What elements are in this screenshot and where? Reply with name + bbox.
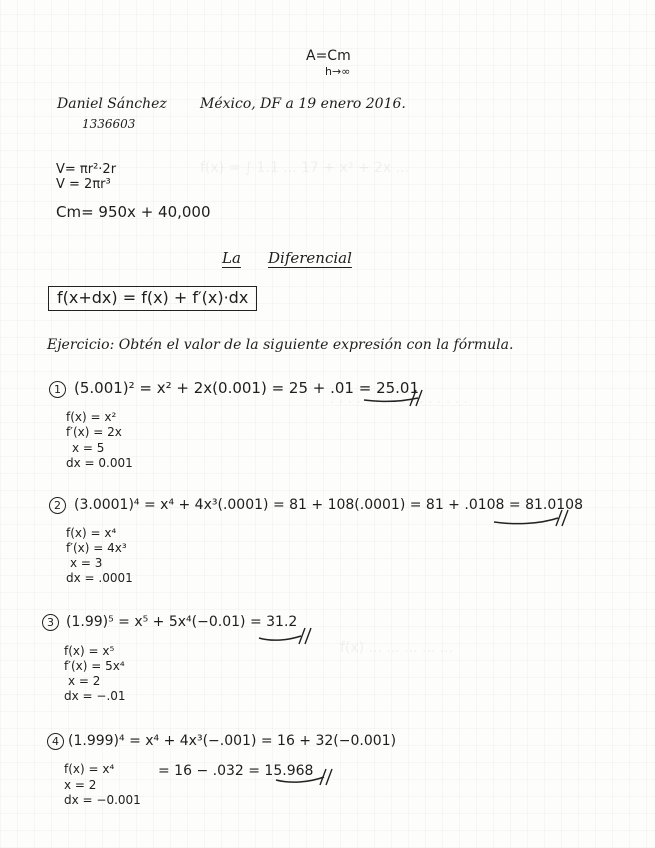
volume-formula-1: V= πr²·2r	[56, 162, 117, 177]
exercise-1-note: f(x) = x²	[66, 410, 117, 424]
exercise-2-result-underline	[490, 502, 580, 532]
exercise-4-note: dx = −0.001	[64, 793, 141, 807]
exercise-2-number: 2	[49, 497, 66, 514]
exercise-1-number: 1	[49, 381, 66, 398]
exercise-4-equation: (1.999)⁴ = x⁴ + 4x³(−.001) = 16 + 32(−0.001)	[68, 733, 397, 749]
exercise-3-result-underline	[255, 624, 325, 650]
cost-formula: Cm= 950x + 40,000	[56, 203, 211, 221]
author-name: Daniel Sánchez	[57, 96, 167, 112]
place-date: México, DF a 19 enero 2016.	[200, 96, 406, 112]
exercise-4-note: x = 2	[64, 778, 97, 792]
bleed-through-text: f(x) ... ... ... ... ...	[340, 640, 454, 656]
exercise-3-note: dx = −.01	[64, 689, 126, 703]
exercise-4-note: f(x) = x⁴	[64, 762, 115, 776]
exercise-4-number: 4	[47, 733, 64, 750]
volume-formula-2: V = 2πr³	[56, 177, 111, 192]
student-id: 1336603	[82, 117, 136, 131]
bleed-through-text: · · · · · · · · · · · · · · · ·	[330, 395, 468, 411]
exercise-3-equation: (1.99)⁵ = x⁵ + 5x⁴(−0.01) = 31.2	[66, 614, 298, 630]
exercise-2-note: f(x) = x⁴	[66, 526, 117, 540]
exercise-3-note: f′(x) = 5x⁴	[64, 659, 125, 673]
section-word-1: La	[222, 249, 241, 267]
exercise-1-result-underline	[360, 384, 430, 410]
exercise-4-result-underline	[272, 766, 342, 792]
title-line-2: h→∞	[325, 65, 351, 78]
bleed-through-text: f(x) = ∫ 1.1 ... 17 + x³ + 2x ...	[200, 160, 409, 176]
differential-formula-box: f(x+dx) = f(x) + f′(x)·dx	[48, 286, 257, 311]
exercise-2-note: f′(x) = 4x³	[66, 541, 127, 555]
exercise-2-equation: (3.0001)⁴ = x⁴ + 4x³(.0001) = 81 + 108(.0001) = 81 + .0108 = 81.0108	[74, 497, 583, 513]
exercise-3-note: x = 2	[68, 674, 101, 688]
exercise-1-note: f′(x) = 2x	[66, 425, 122, 439]
title-line-1: A=Cm	[306, 48, 351, 64]
exercise-4-equation-line-2: = 16 − .032 = 15.968	[158, 763, 314, 779]
exercise-instruction: Ejercicio: Obtén el valor de la siguiente expresión con la fórmula.	[47, 337, 514, 353]
exercise-2-note: dx = .0001	[66, 571, 133, 585]
exercise-2-note: x = 3	[70, 556, 103, 570]
exercise-3-number: 3	[42, 614, 59, 631]
exercise-1-equation: (5.001)² = x² + 2x(0.001) = 25 + .01 = 25.01	[74, 379, 420, 397]
section-word-2: Diferencial	[268, 249, 352, 267]
exercise-1-note: x = 5	[72, 441, 105, 455]
exercise-1-note: dx = 0.001	[66, 456, 133, 470]
exercise-3-note: f(x) = x⁵	[64, 644, 115, 658]
